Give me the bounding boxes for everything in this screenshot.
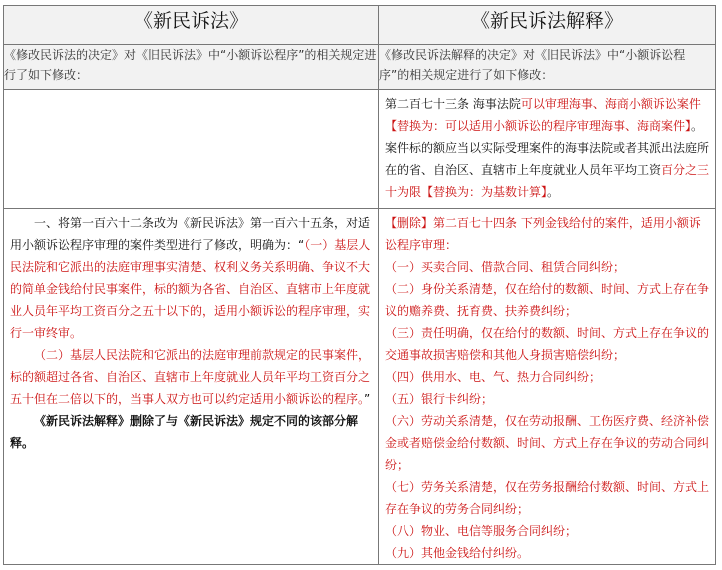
row2-left-cell [4, 209, 379, 565]
intro-left: 《修改民诉法的决定》对《旧民诉法》中“小额诉讼程序”的相关规定进行了如下修改： [4, 45, 379, 90]
article-273-replacement: 可以审理海事、海商小额诉讼案件【替换为：可以适用小额诉讼的程序审理海事、海商案件】 [385, 97, 701, 133]
table-row [4, 90, 716, 209]
intro-right: 《修改民诉法解释的决定》对《旧民诉法》中“小额诉讼程序”的相关规定进行了如下修改： [379, 45, 716, 90]
header-right: 《新民诉法解释》 [379, 6, 716, 45]
article-165-text [4, 209, 378, 454]
article-273-body: 。案件标的额应当以实际受理案件的海事法院或者其派出法庭所在的省、自治区、直辖市上年度就业人员年平均工资 [385, 119, 710, 177]
header-row [4, 6, 716, 45]
article-165-clause-2: （二）基层人民法院和它派出的法庭审理前款规定的民事案件，标的额超过各省、自治区、直辖市上年度就业人员年平均工资百分之五十但在二倍以下的，当事人双方也可以约定适用小额诉讼的程序。 [10, 348, 371, 406]
article-274-deleted: 【删除】第二百七十四条 [385, 216, 518, 230]
article-273-base-replacement: 百分之三十为限【替换为：为基数计算】 [385, 163, 710, 199]
article-274-text [379, 209, 715, 564]
article-165-para-1 [10, 212, 373, 344]
article-273 [379, 90, 715, 203]
list-item: （二）身份关系清楚，仅在给付的数额、时间、方式上存在争议的赡养费、抚育费、扶养费纠纷； [385, 282, 710, 318]
row1-right-cell [379, 90, 716, 209]
list-item: （八）物业、电信等服务合同纠纷； [385, 524, 578, 538]
close-quote: ” [364, 392, 371, 406]
article-165-intro: 一、将第一百六十二条改为《新民诉法》第一百六十五条，对适用小额诉讼程序审理的案件类型进行了修改，明确为： [10, 216, 371, 252]
open-quote: “ [298, 238, 305, 252]
row2-right-cell [379, 209, 716, 565]
list-item: （一）买卖合同、借款合同、租赁合同纠纷； [385, 260, 626, 274]
table-row [4, 209, 716, 565]
list-item: （四）供用水、电、气、热力合同纠纷； [385, 370, 602, 384]
article-274-lead: 下列金钱给付的案件，适用小额诉讼程序审理： [385, 216, 701, 252]
list-item: （三）责任明确，仅在给付的数额、时间、方式上存在争议的交通事故损害赔偿和其他人身损害赔偿纠纷； [385, 326, 710, 362]
row1-left-empty [4, 90, 379, 209]
list-item: （六）劳动关系清楚，仅在劳动报酬、工伤医疗费、经济补偿金或者赔偿金给付数额、时间、方式上存在争议的劳动合同纠纷； [385, 414, 710, 472]
header-left: 《新民诉法》 [4, 6, 379, 45]
comparison-table [3, 5, 716, 565]
list-item: （七）劳务关系清楚，仅在劳务报酬给付数额、时间、方式上存在争议的劳务合同纠纷； [385, 480, 710, 516]
article-273-lead: 第二百七十三条 海事法院 [385, 97, 521, 111]
article-274-head [385, 212, 710, 256]
article-165-para-2 [10, 344, 373, 410]
list-item: （五）银行卡纠纷； [385, 392, 494, 406]
article-165-clause-1: （一）基层人民法院和它派出的法庭审理事实清楚、权利义务关系明确、争议不大的简单金钱给付民事案件，标的额为各省、自治区、直辖市上年度就业人员年平均工资百分之五十以下的，适用小额诉讼的程序审理，实行一审终审。 [10, 238, 371, 340]
deletion-note: 《新民诉法解释》删除了与《新民诉法》规定不同的该部分解释。 [10, 414, 359, 450]
list-item: （九）其他金钱给付纠纷。 [385, 546, 530, 560]
article-273-end: 。 [547, 185, 560, 199]
intro-row [4, 45, 716, 90]
